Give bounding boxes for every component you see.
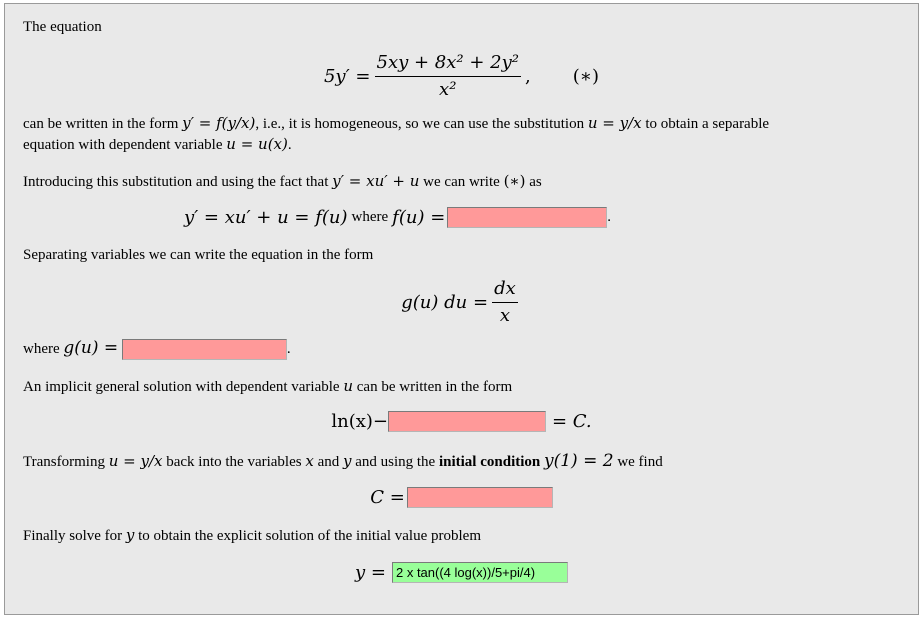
y-input[interactable]: 2 x tan((4 log(x))/5+pi/4) [392,562,568,583]
fu-input[interactable] [447,207,607,228]
text: and [317,454,340,470]
ln-x: ln(x)− [331,410,388,432]
period: . [286,341,291,357]
implicit-text [23,376,512,397]
text: Introducing this substitution and using the fact that [23,174,329,190]
text: to obtain the explicit solution of the initial value problem [138,528,481,544]
final-text [23,525,481,546]
text: can be written in the form [23,116,179,132]
where-text: where [351,208,389,225]
math-inline: y′ = xu′ + u [332,172,420,190]
gu-input[interactable] [122,339,287,360]
implicit-display [5,408,918,434]
text: . [287,137,292,153]
text: we find [617,454,663,470]
math-inline: y [125,526,135,544]
homogeneous-line-1 [23,113,769,134]
equals-c: = C. [551,410,592,432]
dx-over-x [492,278,518,327]
equation-lhs: 5y′ = [323,65,371,87]
math-inline: y(1) = 2 [544,451,614,471]
frac-num: dx [492,278,518,303]
text: An implicit general solution with dependent variable [23,379,340,395]
initial-text [23,451,663,472]
math-inline: u = u(x) [226,135,288,153]
text: as [529,174,542,190]
c-input[interactable] [407,487,553,508]
implicit-input[interactable] [388,411,546,432]
main-equation [5,48,918,104]
bold-text: initial condition [438,454,541,470]
separate-text: Separating variables we can write the equation in the form [23,247,374,263]
y-display [5,559,918,585]
text: Finally solve for [23,528,123,544]
equation-numerator: 5xy + 8x² + 2y² [375,52,521,77]
text: back into the variables [166,454,302,470]
separate-display [5,276,918,328]
text: and using the [355,454,436,470]
math-inline: u [343,377,354,395]
text: to obtain a separable [645,116,770,132]
equation-fraction [375,52,521,101]
substitution-text [23,171,542,192]
text: equation with dependent variable [23,137,223,153]
where-text: where [23,341,60,357]
homogeneous-line-2 [23,134,292,155]
problem-panel [4,3,919,615]
text: Transforming [23,454,105,470]
intro-text: The equation [23,19,102,35]
gu-line [23,338,291,360]
math-inline: y′ = f(y/x) [182,114,256,132]
math-inline: u = y/x [108,452,163,470]
c-label: C = [370,486,405,508]
c-display [5,484,918,510]
frac-den: x [499,304,510,326]
fu-label: f(u) = [392,206,446,228]
y-label: y = [355,561,386,583]
substitution-display [0,204,854,230]
math-inline: (∗) [503,172,526,190]
equation-tag: (∗) [572,65,599,87]
equation-comma: , [524,65,531,87]
equation-denominator: x² [439,78,457,100]
text: , i.e., it is homogeneous, so we can use the substitution [255,116,585,132]
period: . [607,208,612,225]
math-inline: u = y/x [587,114,642,132]
math-display: y′ = xu′ + u = f(u) [183,206,348,228]
text: can be written in the form [356,379,513,395]
gu-label: g(u) = [63,338,119,358]
gu-du: g(u) du = [401,291,489,313]
math-inline: y [342,452,352,470]
text: we can write [423,174,500,190]
math-inline: x [305,452,314,470]
